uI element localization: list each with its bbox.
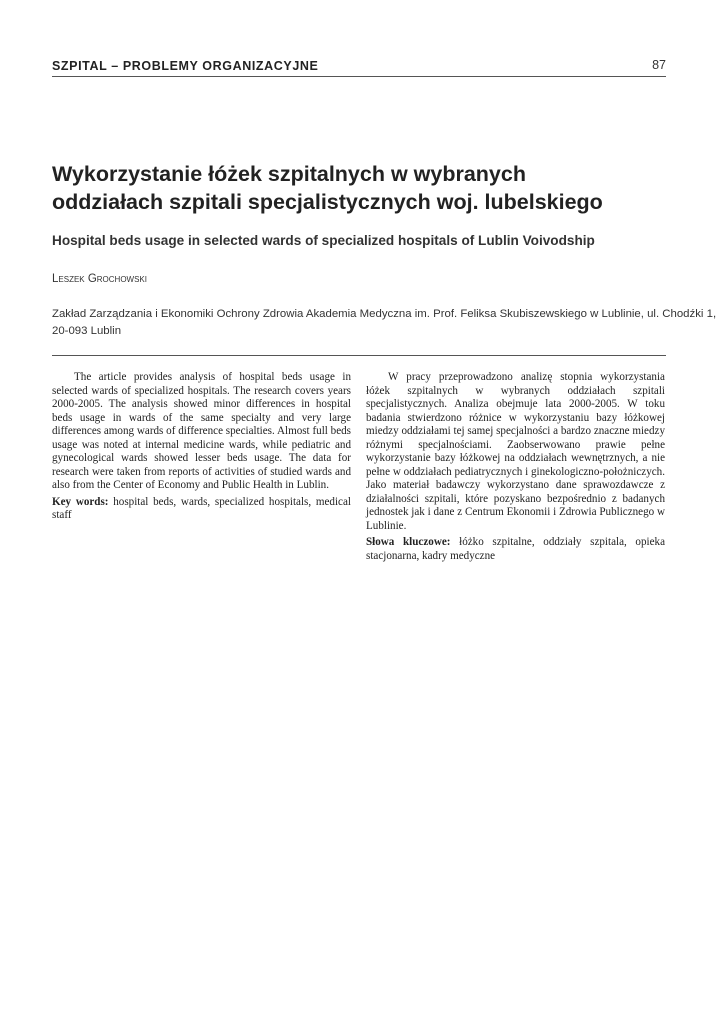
running-head (52, 58, 666, 77)
header-divider (52, 355, 666, 356)
article-title-line: Wykorzystanie łóżek szpitalnych w wybranych (52, 162, 526, 186)
abstract-polish (366, 371, 665, 563)
keywords-polish-list: łóżko szpitalne, oddziały szpitala, opieka stacjonarna, kadry medyczne (366, 536, 666, 562)
english-title: Hospital beds usage in selected wards of specialized hospitals of Lublin Voivodship (52, 233, 595, 248)
keywords-english-label: Key words: (52, 495, 109, 508)
affiliation-line: 20-093 Lublin (52, 325, 122, 337)
abstract-english-text: The article provides analysis of hospital beds usage in selected wards of specialized hospitals. The research covers years 2000-2005. The analysis showed minor differences in hospital beds usage in wards of the same specialty and very large differences among wards of difference specialties. Almost full beds usage was noted at internal medicine wards, while pediatric and gynecological wards showed lesser beds usage. The data for research were taken from reports of activities of studied wards and also from the Center of Economy and Public Health in Lublin. (52, 371, 351, 491)
author-name: Leszek Grochowski (52, 273, 147, 285)
keywords-polish-label: Słowa kluczowe: (366, 536, 451, 548)
keywords-english (52, 496, 351, 523)
page-number: 87 (652, 58, 666, 72)
article-title (52, 160, 672, 216)
abstract-english (52, 371, 351, 523)
running-head-title: SZPITAL – PROBLEMY ORGANIZACYJNE (52, 59, 319, 73)
affiliation-line: Zakład Zarządzania i Ekonomiki Ochrony Zdrowia Akademia Medyczna im. Prof. Feliksa Skubiszewskiego w Lublinie, ul. Chodźki 1, (52, 308, 717, 320)
article-title-line: oddziałach szpitali specjalistycznych woj. lubelskiego (52, 190, 603, 214)
keywords-english-list: hospital beds, wards, specialized hospitals, medical staff (52, 495, 351, 521)
abstract-polish-text: W pracy przeprowadzono analizę stopnia wykorzystania łóżek szpitalnych w wybranych oddziałach szpitali specjalistycznych. Analiza obejmuje lata 2000-2005. W toku badania stwierdzono różnice w wykorzystaniu bazy łóżkowej miedzy oddziałami tej samej specjalności a bardzo znaczne miedzy różnymi specjalnościami. Zaobserwowano prawie pełne wykorzystanie bazy łóżkowej na oddziałach wewnętrznych, a nie pełne w oddziałach pediatrycznych i ginekologiczno-położniczych. Jako materiał badawczy wykorzystano dane sprawozdawcze z działalności szpitali, które pozyskano bezpośrednio z badanych jednostek jak i dane z Centrum Ekonomii i Zdrowia Publicznego w Lublinie. (366, 371, 665, 532)
affiliation (52, 306, 717, 340)
keywords-polish (366, 536, 665, 563)
